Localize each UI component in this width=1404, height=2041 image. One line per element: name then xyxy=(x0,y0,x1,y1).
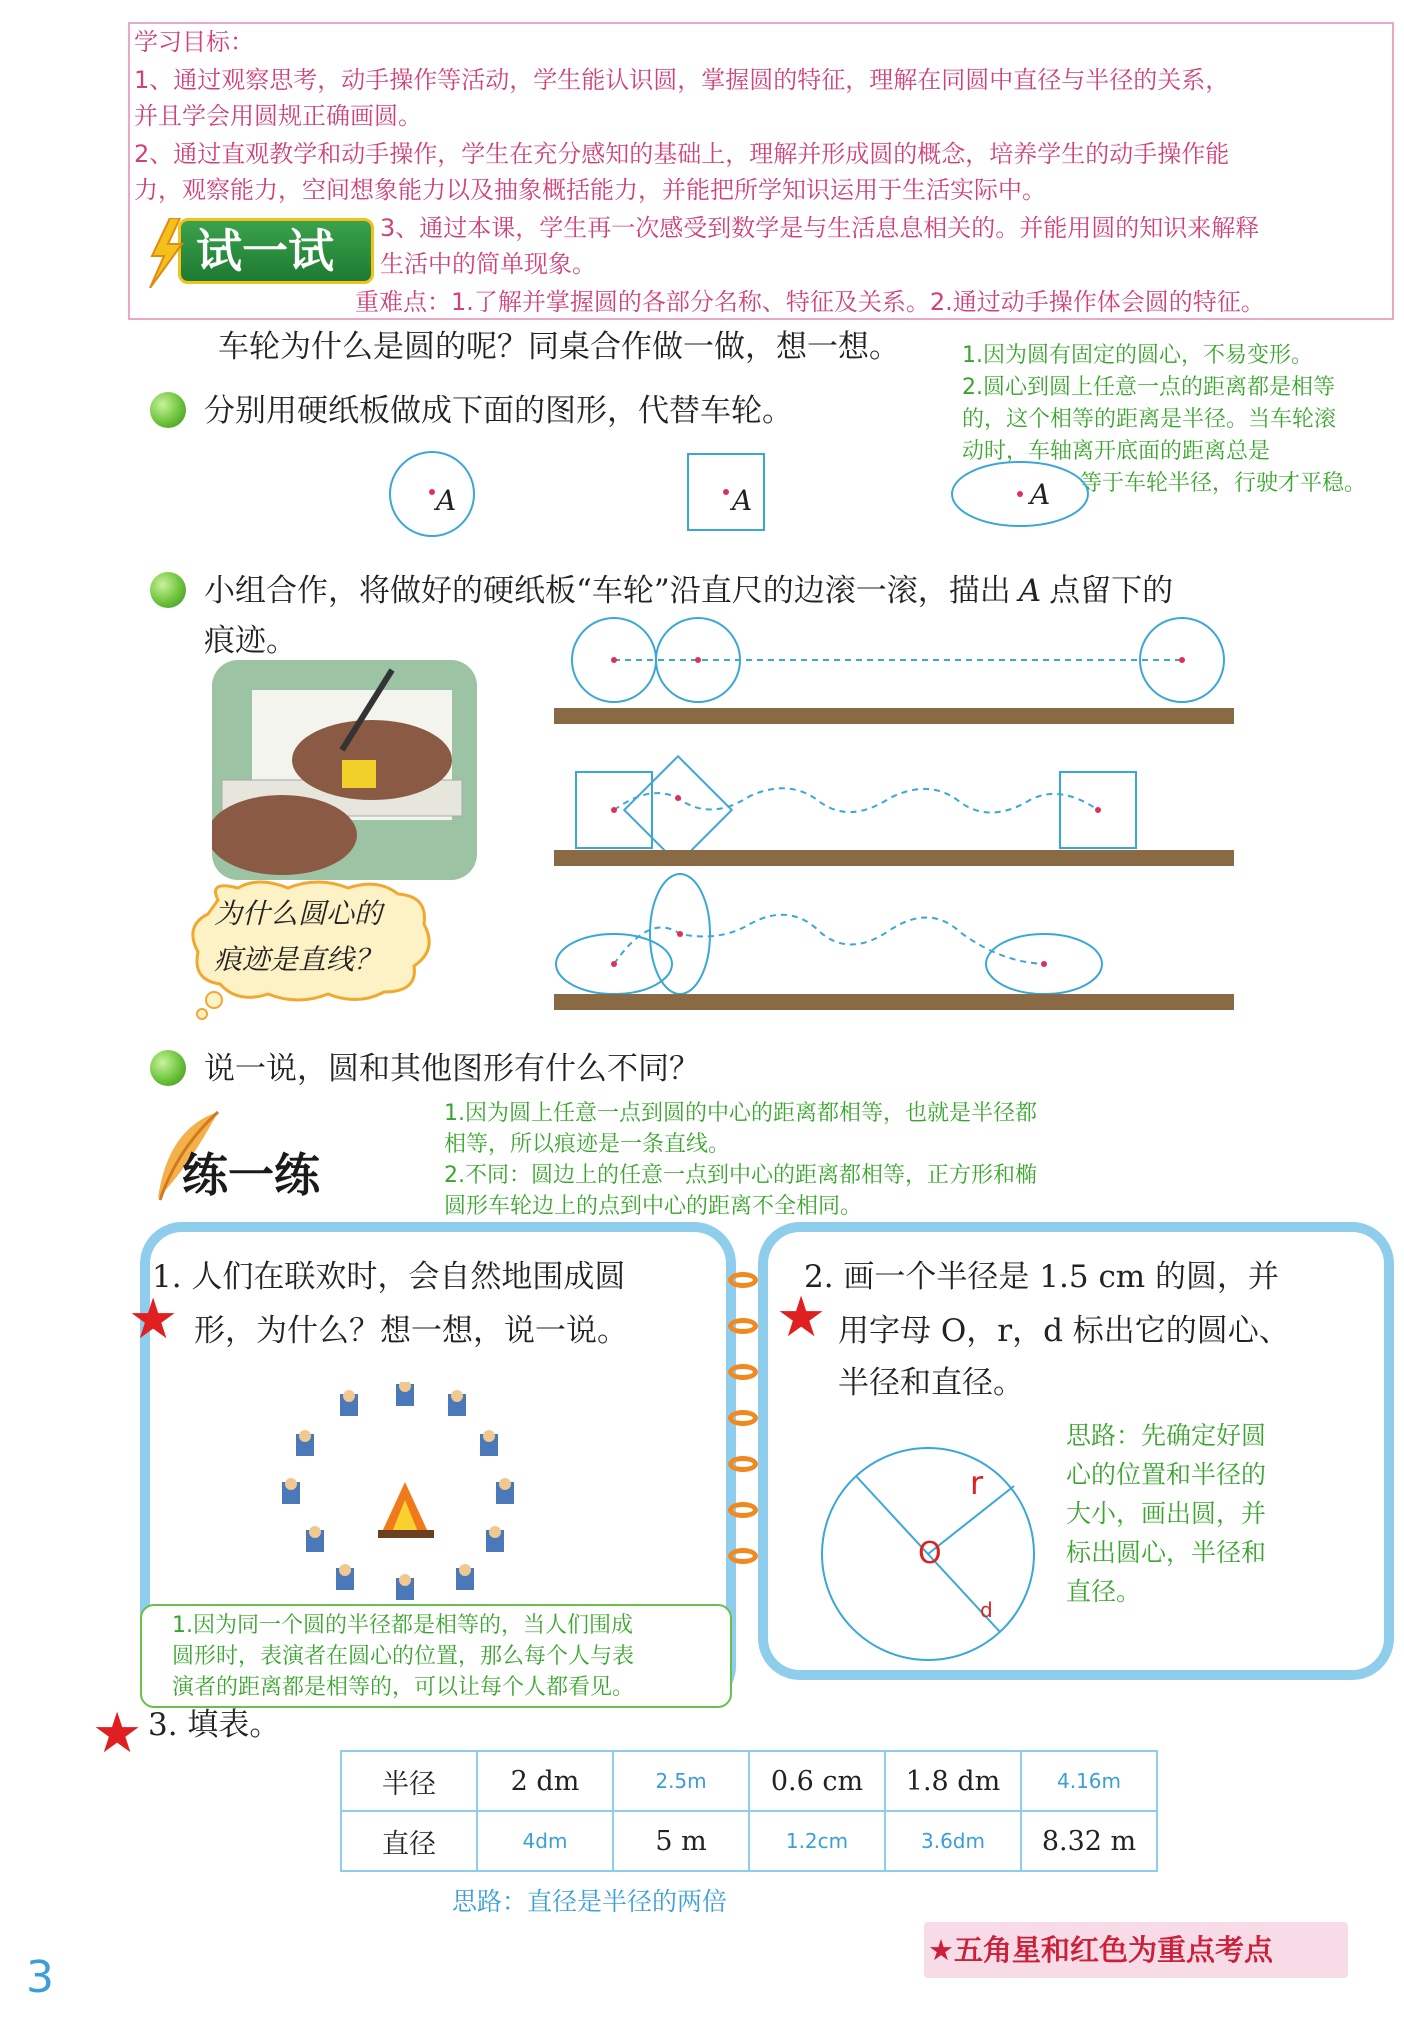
objectives-line-3: 2、通过直观教学和动手操作，学生在充分感知的基础上，理解并形成圆的概念，培养学生的动手操作能 xyxy=(134,140,1230,168)
answer-2-line-3: 2.不同：圆边上的任意一点到中心的距离都相等，正方形和椭 xyxy=(444,1163,1037,1188)
point-label-square: A xyxy=(732,484,753,517)
table-row xyxy=(341,1811,1157,1871)
q2-hint-line-1: 思路：先确定好圆 xyxy=(1066,1421,1267,1450)
objectives-line-6: 生活中的简单现象。 xyxy=(380,250,596,278)
answer-2-line-2: 相等，所以痕迹是一条直线。 xyxy=(444,1132,731,1157)
ring-icon xyxy=(728,1456,758,1472)
table-header-radius: 半径 xyxy=(341,1751,477,1811)
q2-hint-line-4: 标出圆心，半径和 xyxy=(1066,1538,1267,1567)
q2-line-3: 半径和直径。 xyxy=(838,1365,1024,1401)
answer-1-line-3: 的，这个相等的距离是半径。当车轮滚 xyxy=(962,407,1337,432)
objectives-title: 学习目标： xyxy=(134,28,254,56)
table-row xyxy=(341,1751,1157,1811)
q2-hint-line-2: 心的位置和半径的 xyxy=(1066,1460,1267,1489)
try-step-3: 说一说，圆和其他图形有什么不同？ xyxy=(204,1051,700,1087)
bullet-icon xyxy=(150,1050,186,1086)
q2-line-2: 用字母 O，r，d 标出它的圆心、 xyxy=(838,1313,1290,1349)
q3-hint: 思路：直径是半径的两倍 xyxy=(452,1887,728,1916)
objectives-line-4: 力，观察能力，空间想象能力以及抽象概括能力，并能把所学知识运用于生活实际中。 xyxy=(134,176,1046,204)
table-cell-answer: 1.2cm xyxy=(749,1811,885,1871)
answer-1-line-4: 动时，车轴离开底面的距离总是 xyxy=(962,439,1271,464)
answer-2-line-1: 1.因为圆上任意一点到圆的中心的距离都相等，也就是半径都 xyxy=(444,1101,1037,1126)
table-cell-answer: 4.16m xyxy=(1021,1751,1157,1811)
step-2-text: 小组合作，将做好的硬纸板“车轮”沿直尺的边滚一滚，描出 xyxy=(204,573,1011,609)
ring-icon xyxy=(728,1318,758,1334)
table-cell-answer: 2.5m xyxy=(613,1751,749,1811)
q2-diameter-label: d xyxy=(980,1598,993,1622)
star-icon: ★ xyxy=(92,1701,143,1766)
q1-line-1: 1. 人们在联欢时，会自然地围成圆 xyxy=(152,1259,626,1295)
try-question: 车轮为什么是圆的呢？同桌合作做一做，想一想。 xyxy=(218,329,900,365)
fill-table xyxy=(340,1750,1158,1872)
table-header-diameter: 直径 xyxy=(341,1811,477,1871)
objectives-line-2: 并且学会用圆规正确画圆。 xyxy=(134,102,422,130)
q1-answer xyxy=(172,1610,634,1703)
objectives-line-1: 1、通过观察思考，动手操作等活动，学生能认识圆，掌握圆的特征，理解在同圆中直径与半径的关系， xyxy=(134,66,1230,94)
q2-hint-line-3: 大小，画出圆，并 xyxy=(1066,1499,1267,1528)
q2-center-label: O xyxy=(918,1536,942,1571)
try-answer-2 xyxy=(444,1098,1037,1222)
legend-text: ★五角星和红色为重点考点 xyxy=(928,1933,1273,1967)
ring-icon xyxy=(728,1548,758,1564)
answer-1-line-1: 1.因为圆有固定的圆心，不易变形。 xyxy=(962,343,1313,368)
star-icon: ★ xyxy=(128,1287,179,1352)
answer-1-line-5: 等于车轮半径，行驶才平稳。 xyxy=(1080,471,1367,496)
practice-banner-label: 练一练 xyxy=(182,1148,320,1202)
q3-title: 3. 填表。 xyxy=(148,1707,281,1743)
table-cell: 0.6 cm xyxy=(749,1751,885,1811)
campfire-illustration xyxy=(270,1382,540,1602)
q2-hint-line-5: 直径。 xyxy=(1066,1577,1142,1606)
q2-radius-label: r xyxy=(970,1464,984,1502)
star-icon: ★ xyxy=(776,1285,827,1350)
table-cell: 5 m xyxy=(613,1811,749,1871)
objectives-keypoints: 重难点：1.了解并掌握圆的各部分名称、特征及关系。2.通过动手操作体会圆的特征。 xyxy=(355,288,1265,316)
objectives-line-5: 3、通过本课，学生再一次感受到数学是与生活息息相关的。并能用圆的知识来解释 xyxy=(380,214,1260,242)
q1-answer-line-1: 1.因为同一个圆的半径都是相等的，当人们围成 xyxy=(172,1613,633,1638)
page-number: 3 xyxy=(26,1952,54,2003)
ring-icon xyxy=(728,1410,758,1426)
q1-answer-line-3: 演者的距离都是相等的，可以让每个人都看见。 xyxy=(172,1675,635,1700)
point-label-circle: A xyxy=(436,484,457,517)
ring-icon xyxy=(728,1272,758,1288)
ring-icon xyxy=(728,1364,758,1380)
lightning-icon xyxy=(146,218,186,288)
point-label-ellipse: A xyxy=(1030,478,1051,511)
answer-2-line-4: 圆形车轮边上的点到中心的距离不全相同。 xyxy=(444,1194,863,1219)
try-step-2-line-2: 痕迹。 xyxy=(204,623,297,659)
try-banner-label: 试一试 xyxy=(196,224,334,278)
table-cell: 8.32 m xyxy=(1021,1811,1157,1871)
bubble-text-2: 痕迹是直线？ xyxy=(214,943,383,976)
table-cell-answer: 3.6dm xyxy=(885,1811,1021,1871)
table-cell: 2 dm xyxy=(477,1751,613,1811)
answer-1-line-2: 2.圆心到圆上任意一点的距离都是相等 xyxy=(962,375,1335,400)
bullet-icon xyxy=(150,572,186,608)
q2-line-1: 2. 画一个半径是 1.5 cm 的圆，并 xyxy=(804,1259,1280,1295)
table-cell: 1.8 dm xyxy=(885,1751,1021,1811)
step-2-tail: 点留下的 xyxy=(1049,573,1174,609)
table-cell-answer: 4dm xyxy=(477,1811,613,1871)
ring-icon xyxy=(728,1502,758,1518)
rolling-diagrams xyxy=(550,612,1240,1022)
bubble-text-1: 为什么圆心的 xyxy=(214,897,383,930)
q1-answer-line-2: 圆形时，表演者在圆心的位置，那么每个人与表 xyxy=(172,1644,635,1669)
q1-line-2: 形，为什么？想一想，说一说。 xyxy=(194,1313,628,1349)
bullet-icon xyxy=(150,392,186,428)
step-2-point: A xyxy=(1018,573,1042,609)
try-step-1: 分别用硬纸板做成下面的图形，代替车轮。 xyxy=(204,393,793,429)
q2-hint xyxy=(1066,1416,1266,1611)
rolling-photo xyxy=(212,660,477,880)
try-step-2 xyxy=(204,566,1173,616)
